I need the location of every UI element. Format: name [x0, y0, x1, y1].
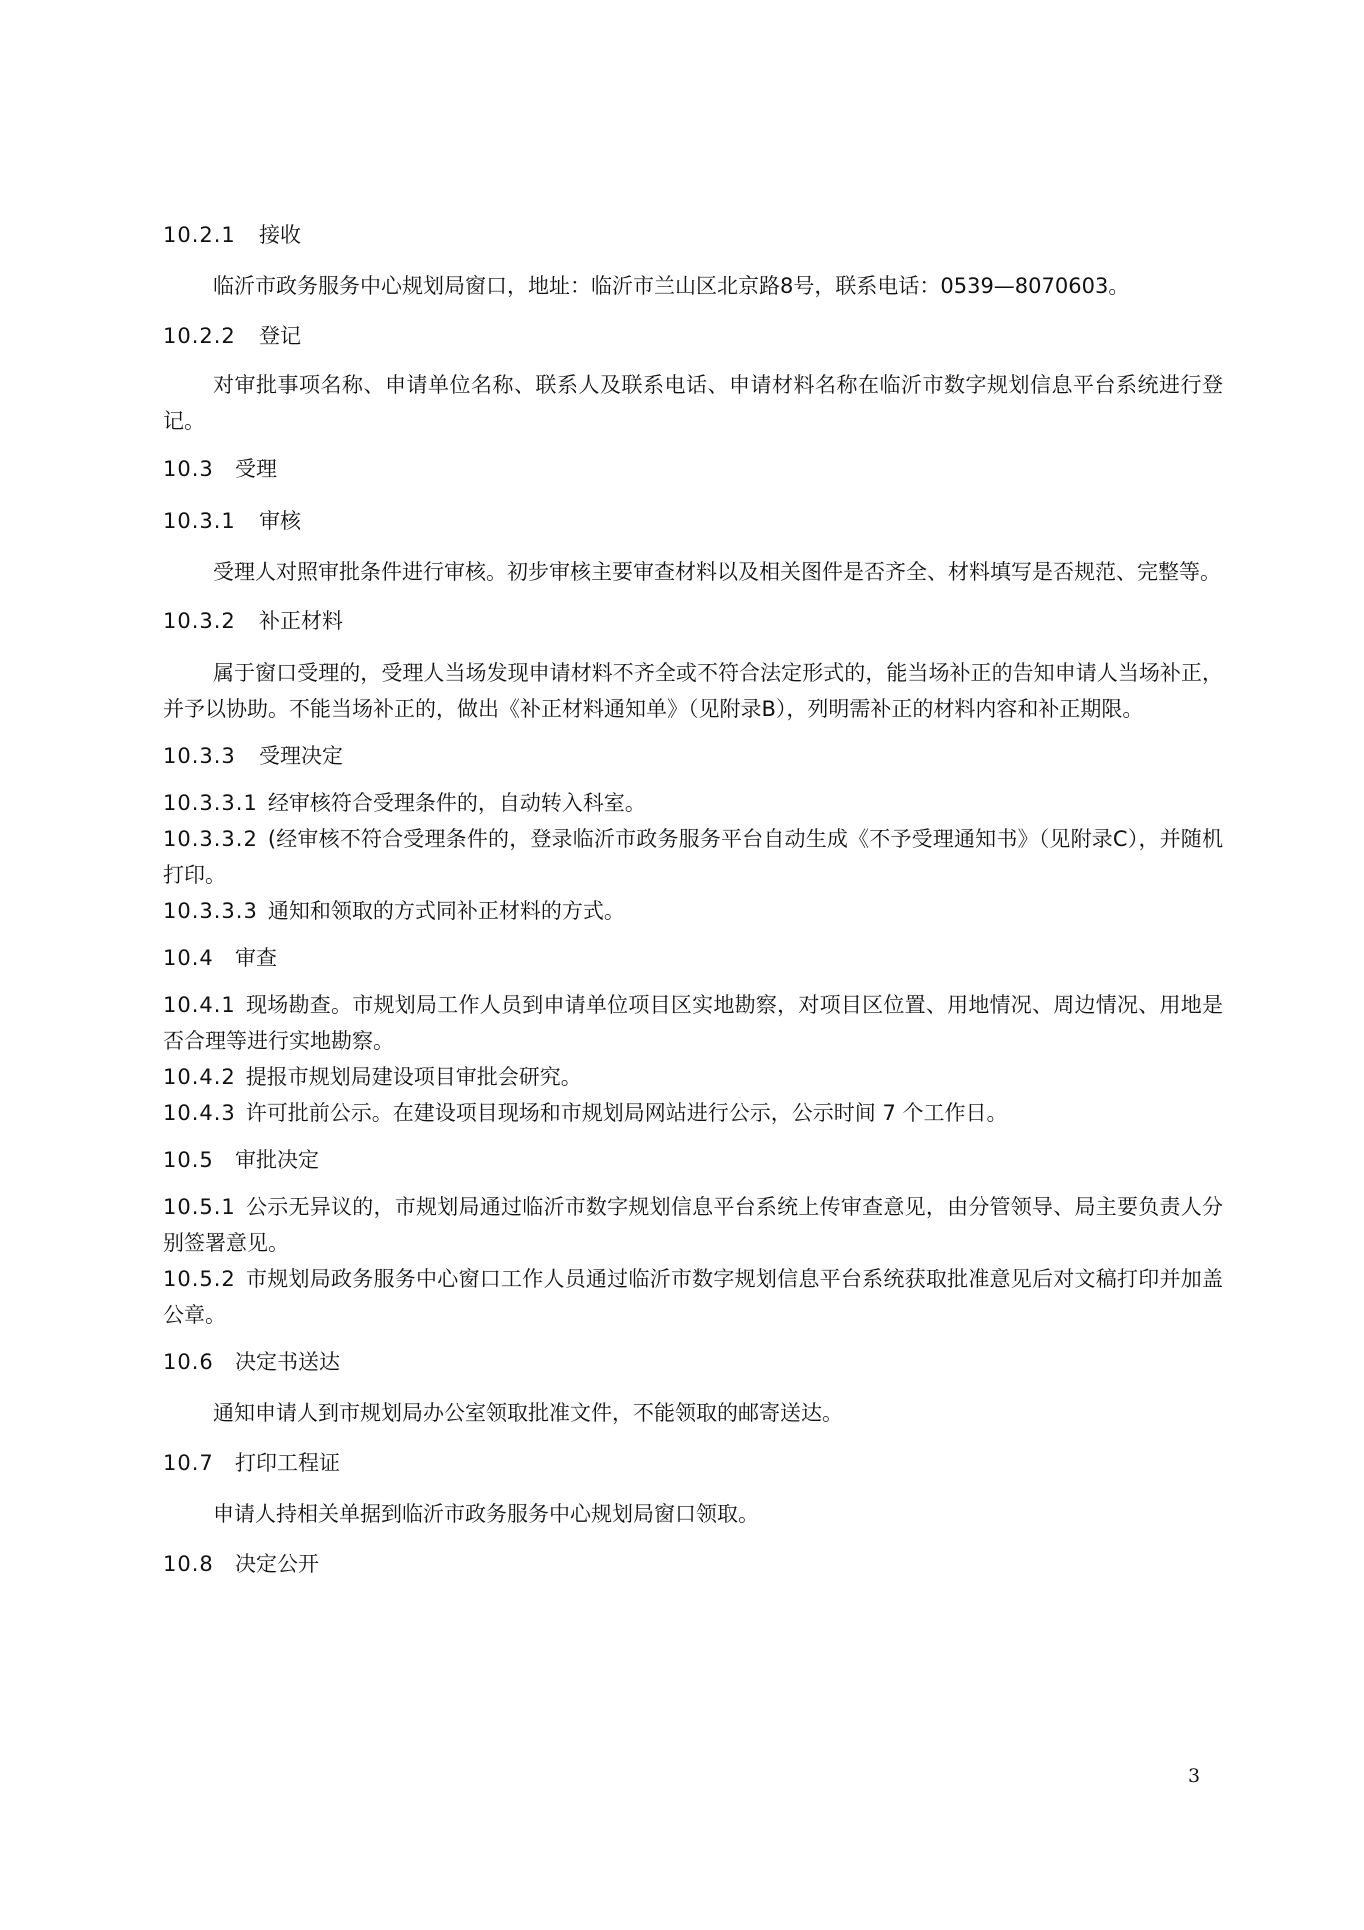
- heading-number: 10.7: [163, 1451, 214, 1475]
- item-10-4-2: [163, 1059, 1223, 1095]
- heading-number: 10.4: [163, 946, 214, 970]
- item-10-5-1: [163, 1189, 1223, 1261]
- heading-title: 补正材料: [259, 609, 343, 633]
- item-10-5-2: [163, 1261, 1223, 1333]
- paragraph-correction: 属于窗口受理的，受理人当场发现申请材料不齐全或不符合法定形式的，能当场补正的告知申请人当场补正，并予以协助。不能当场补正的，做出《补正材料通知单》（见附录B），列明需补正的材料内容和补正期限。: [163, 661, 1223, 721]
- heading-number: 10.6: [163, 1350, 214, 1374]
- heading-10-3-3: [163, 741, 1223, 771]
- paragraph-print: 申请人持相关单据到临沂市政务服务中心规划局窗口领取。: [213, 1502, 759, 1526]
- heading-title: 审核: [259, 509, 301, 533]
- paragraph-register: 对审批事项名称、申请单位名称、联系人及联系电话、申请材料名称在临沂市数字规划信息平台系统进行登记。: [163, 373, 1223, 433]
- heading-title: 决定公开: [235, 1552, 319, 1576]
- heading-10-7: [163, 1448, 1223, 1478]
- heading-number: 10.3.2: [163, 609, 236, 633]
- heading-number: 10.3.1: [163, 509, 236, 533]
- heading-number: 10.3: [163, 457, 214, 481]
- heading-10-4: [163, 943, 1223, 973]
- item-number: 10.5.1: [163, 1195, 236, 1219]
- item-text: 经审核符合受理条件的，自动转入科室。: [267, 791, 646, 815]
- paragraph-delivery: 通知申请人到市规划局办公室领取批准文件，不能领取的邮寄送达。: [213, 1401, 843, 1425]
- item-text: (经审核不符合受理条件的，登录临沂市政务服务平台自动生成《不予受理通知书》（见附录C），并随机打印。: [163, 827, 1223, 887]
- item-10-3-3-3: [163, 893, 1223, 929]
- item-number: 10.4.1: [163, 993, 236, 1017]
- heading-title: 决定书送达: [235, 1350, 340, 1374]
- heading-title: 审批决定: [235, 1148, 319, 1172]
- item-text: 公示无异议的，市规划局通过临沂市数字规划信息平台系统上传审查意见，由分管领导、局主要负责人分别签署意见。: [163, 1195, 1223, 1255]
- heading-number: 10.5: [163, 1148, 214, 1172]
- item-10-3-3-2: [163, 821, 1223, 893]
- paragraph-review: 受理人对照审批条件进行审核。初步审核主要审查材料以及相关图件是否齐全、材料填写是否规范、完整等。: [213, 560, 1221, 584]
- item-10-4-3: [163, 1095, 1223, 1131]
- heading-10-3-1: [163, 506, 1223, 536]
- heading-title: 打印工程证: [235, 1451, 340, 1475]
- heading-title: 接收: [259, 223, 301, 247]
- heading-10-3: [163, 454, 1223, 484]
- item-text: 通知和领取的方式同补正材料的方式。: [267, 899, 625, 923]
- item-number: 10.4.2: [163, 1065, 236, 1089]
- heading-number: 10.2.2: [163, 324, 236, 348]
- heading-title: 审查: [235, 946, 277, 970]
- heading-10-6: [163, 1347, 1223, 1377]
- item-text: 提报市规划局建设项目审批会研究。: [245, 1065, 582, 1089]
- page-number: 3: [1188, 1765, 1201, 1787]
- heading-10-2-1: [163, 220, 1223, 250]
- heading-title: 受理决定: [259, 744, 343, 768]
- heading-number: 10.3.3: [163, 744, 236, 768]
- heading-10-8: [163, 1549, 1223, 1579]
- heading-10-2-2: [163, 321, 1223, 351]
- item-10-4-1: [163, 987, 1223, 1059]
- heading-number: 10.8: [163, 1552, 214, 1576]
- item-text: 市规划局政务服务中心窗口工作人员通过临沂市数字规划信息平台系统获取批准意见后对文稿打印并加盖公章。: [163, 1267, 1223, 1327]
- heading-title: 受理: [235, 457, 277, 481]
- item-10-3-3-1: [163, 785, 1223, 821]
- paragraph-receive: 临沂市政务服务中心规划局窗口，地址：临沂市兰山区北京路8号，联系电话：0539—8070603。: [213, 274, 1130, 298]
- item-number: 10.3.3.3: [163, 899, 258, 923]
- item-text: 许可批前公示。在建设项目现场和市规划局网站进行公示，公示时间 7 个工作日。: [245, 1101, 1008, 1125]
- heading-10-5: [163, 1145, 1223, 1175]
- item-number: 10.3.3.2: [163, 827, 258, 851]
- item-text: 现场勘查。市规划局工作人员到申请单位项目区实地勘察，对项目区位置、用地情况、周边情况、用地是否合理等进行实地勘察。: [163, 993, 1223, 1053]
- item-number: 10.4.3: [163, 1101, 236, 1125]
- heading-10-3-2: [163, 606, 1223, 636]
- heading-number: 10.2.1: [163, 223, 236, 247]
- item-number: 10.3.3.1: [163, 791, 258, 815]
- document-body: [163, 220, 1223, 1579]
- item-number: 10.5.2: [163, 1267, 236, 1291]
- heading-title: 登记: [259, 324, 301, 348]
